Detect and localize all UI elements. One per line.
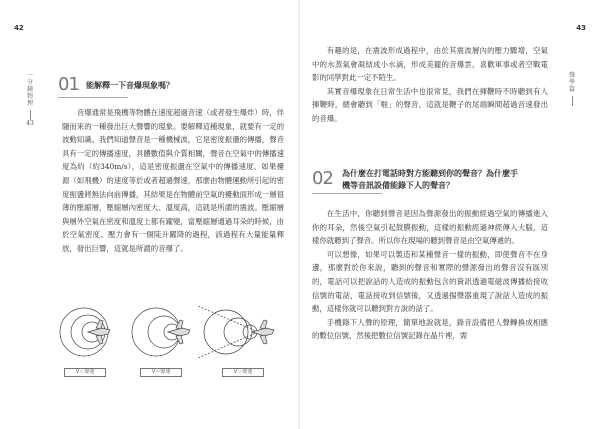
paragraph: 其實音爆現象在日常生活中也很常見，我們在揮鞭時不時聽到有人揮鞭時，總會聽到「啪」的聲音，這就是鞭子的尾端瞬間超過音速發出的音爆。 <box>312 86 548 123</box>
paragraph: 手機錄下人聲的原理，簡單地說就是，錄音設備把人聲轉換成相應的數位信號，然後把數位信號記錄在晶片裡，需 <box>312 317 548 341</box>
supersonic-wave-figure <box>198 306 274 358</box>
subsonic-wave-figure <box>60 308 110 356</box>
question-rule <box>58 97 128 98</box>
caption-supersonic: V＞聲速 <box>222 368 264 377</box>
paragraph: 有趣的是，在震波形成過程中，由於其震波層內的壓力驟增，空氣中的水蒸氣會凝結成小水滴，形成美麗的音爆雲，喜歡軍事或者空戰電影的同學對此一定不陌生。 <box>312 46 548 83</box>
question-title-02 <box>342 168 552 192</box>
question-rule <box>312 193 382 194</box>
right-intro-text <box>312 44 548 126</box>
sonic-wave-figure <box>132 308 190 356</box>
page-number-right: 43 <box>576 24 586 32</box>
question-number-02: 02 <box>312 168 333 189</box>
caption-sonic: V＝聲速 <box>140 368 182 377</box>
question-title-line-2: 機等音訊設備能錄下人的聲音？ <box>342 181 454 190</box>
running-head-title: 聲學篇 <box>568 72 575 93</box>
left-body-text <box>62 106 284 256</box>
paragraph: 可以想像，如果可以製造和某種聲音一樣的振動，即使聲音不在身邊，那麼對於你來說，聽到的聲音和實際的聲源發出的聲音沒有區別的，電話可以把說話的人造成的振動包含的資訊透過電磁波傳播給接收信號的電話，電話接收到信號後，又透過揚聲器重現了說話人造成的振動，這樣你就可以聽到對方說的話了。 <box>312 249 548 314</box>
running-head-title: 一分鐘物理 <box>26 72 33 107</box>
paragraph: 在生活中，你聽到聲音是因為聲源發出的振動經過空氣的傳播進入你的耳朵，然後空氣引起鼓膜振動，這樣的振動經過神經傳入大腦，這樣你就聽到了聲音。所以你在現場的聽到聲音是由空氣傳遞的。 <box>312 209 548 246</box>
caption-subsonic: V＜聲速 <box>64 368 106 377</box>
running-head-rule <box>30 110 39 120</box>
page-number-left: 42 <box>14 24 24 32</box>
running-head-left <box>26 72 34 127</box>
running-head-right <box>568 72 576 106</box>
question-number-01: 01 <box>58 74 79 95</box>
right-body-text <box>312 207 548 343</box>
running-head-rule <box>572 96 581 106</box>
running-head-number: 43 <box>26 120 34 127</box>
question-title-line-1: 為什麼在打電話時對方能聽到你的聲音？為什麼手 <box>342 169 518 178</box>
sound-wave-diagram <box>58 300 288 372</box>
right-page <box>300 0 600 429</box>
paragraph: 音爆通常是飛機等物體在速度超過音速（或者發生爆炸）時，伴隨而來的一種發出巨大聲響的現象。要解釋這種現象，就要有一定的波動知識。我們知道聲音是一種機械波，它是密度振盪的傳播，聲音具有一定的傳播速度，具體數值與介質相關，聲音在空氣中的傳播速度為約（約340m/s），這是密度振盪在空氣中的傳播速度。如果擾源（如飛機）的速度等於或者超過聲速，那麼由物體運動所引起的密度振盪將無法向前傳播，其結果是在物體前空氣的擾動面形成一層很薄的壓縮層，壓縮層內密度大、溫度高，這就是所謂的震波。壓縮層與層外空氣在密度和溫度上都有躍變，當壓縮層通過耳朵的時候，由於空氣密度、壓力會有一個陡升躍降的過程，該過程有大量能量釋放，發出巨響，這就是所謂的音爆了。 <box>62 108 284 253</box>
question-title-01: 能解釋一下音爆現象嗎？ <box>86 81 174 90</box>
